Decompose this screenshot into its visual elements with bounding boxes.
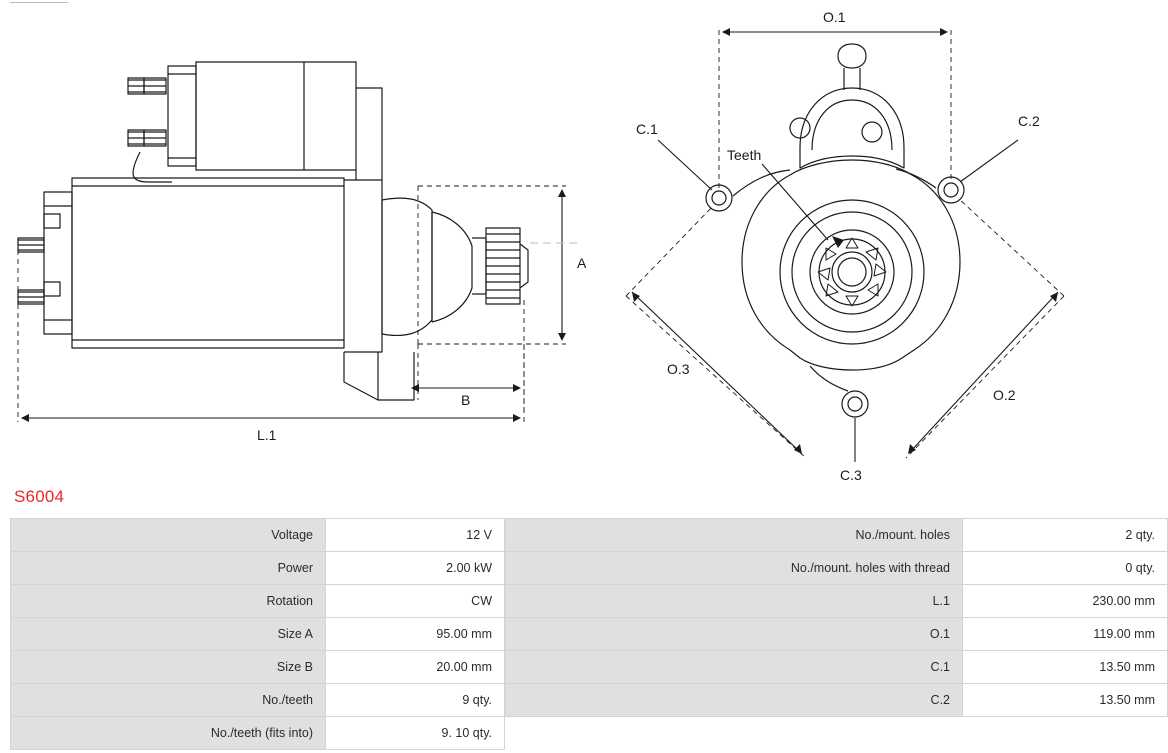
spec-table-right (505, 518, 1168, 750)
spec-label: No./teeth (fits into) (11, 717, 326, 750)
dimension-label-b: B (461, 392, 471, 408)
dimension-label-c1: C.1 (636, 121, 658, 137)
spec-value: 230.00 mm (963, 585, 1168, 618)
spec-empty-cell (506, 717, 963, 750)
table-row (11, 717, 505, 750)
spec-value: 13.50 mm (963, 651, 1168, 684)
table-row (506, 684, 1168, 717)
spec-label: L.1 (506, 585, 963, 618)
spec-label: Voltage (11, 519, 326, 552)
table-row (11, 651, 505, 684)
dimension-label-a: A (577, 255, 587, 271)
spec-value: 2.00 kW (326, 552, 505, 585)
specification-tables (10, 518, 1155, 750)
table-row (506, 519, 1168, 552)
side-view-dimension-lines (18, 186, 566, 422)
spec-label: No./mount. holes with thread (506, 552, 963, 585)
spec-value: 119.00 mm (963, 618, 1168, 651)
table-row (506, 585, 1168, 618)
spec-label: Size A (11, 618, 326, 651)
spec-label: Power (11, 552, 326, 585)
table-row (11, 585, 505, 618)
spec-value: 9 qty. (326, 684, 505, 717)
spec-value: 95.00 mm (326, 618, 505, 651)
dimension-label-teeth: Teeth (727, 147, 762, 163)
spec-label: O.1 (506, 618, 963, 651)
spec-value: 9. 10 qty. (326, 717, 505, 750)
spec-value: 20.00 mm (326, 651, 505, 684)
table-row (506, 618, 1168, 651)
dimension-label-o2: O.2 (993, 387, 1016, 403)
dimension-label-o1: O.1 (823, 9, 846, 25)
spec-label: Rotation (11, 585, 326, 618)
side-view-dimensions (21, 189, 580, 422)
table-row (11, 618, 505, 651)
table-row (506, 651, 1168, 684)
table-row (506, 552, 1168, 585)
spec-value: 0 qty. (963, 552, 1168, 585)
spec-label: Size B (11, 651, 326, 684)
spec-label: No./teeth (11, 684, 326, 717)
spec-empty-cell (963, 717, 1168, 750)
table-row (11, 552, 505, 585)
table-row (11, 684, 505, 717)
spec-label: C.1 (506, 651, 963, 684)
spec-value: 12 V (326, 519, 505, 552)
spec-value: 13.50 mm (963, 684, 1168, 717)
spec-value: 2 qty. (963, 519, 1168, 552)
dimension-label-o3: O.3 (667, 361, 690, 377)
table-row (11, 519, 505, 552)
spec-label: C.2 (506, 684, 963, 717)
table-row-empty (506, 717, 1168, 750)
dimension-label-c2: C.2 (1018, 113, 1040, 129)
dimension-label-l1: L.1 (257, 427, 277, 443)
part-code: S6004 (14, 487, 65, 506)
side-view-group (18, 62, 528, 400)
spec-value: CW (326, 585, 505, 618)
spec-table-left (10, 518, 505, 750)
dimension-label-c3: C.3 (840, 467, 862, 483)
front-view-group (706, 44, 964, 417)
spec-label: No./mount. holes (506, 519, 963, 552)
